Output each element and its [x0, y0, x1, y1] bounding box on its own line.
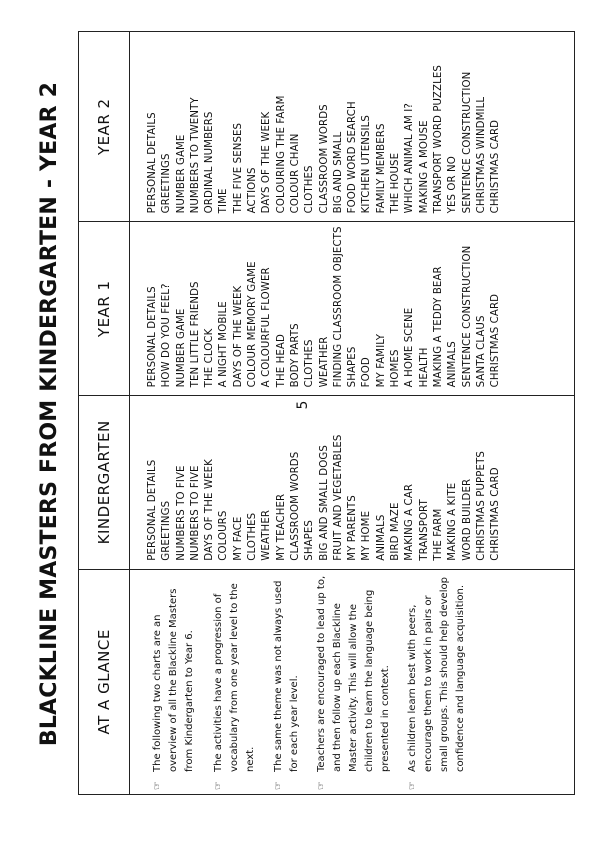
pointing-hand-icon: ☞ — [407, 781, 419, 790]
year1-item: MY FAMILY — [375, 333, 387, 388]
year2-list — [130, 32, 503, 221]
year2-item: TRANSPORT WORD PUZZLES — [432, 65, 444, 214]
year2-column — [130, 32, 574, 221]
kindergarten-column — [130, 395, 574, 568]
glance-note — [150, 576, 197, 790]
year2-item: CLASSROOM WORDS — [318, 104, 330, 214]
year2-item: NUMBER GAME — [175, 134, 187, 214]
year2-item: CHRISTMAS WINDMILL — [475, 96, 487, 214]
year1-item: BODY PARTS — [289, 323, 301, 388]
kindergarten-item: DAYS OF THE WEEK — [204, 459, 216, 561]
kindergarten-item: NUMBERS TO FIVE — [175, 465, 187, 561]
header-at-a-glance: AT A GLANCE — [79, 569, 129, 794]
year1-item: THE CLOCK — [204, 328, 216, 388]
kindergarten-list — [130, 396, 503, 568]
year1-item: HOMES — [390, 349, 402, 388]
kindergarten-item: TRANSPORT — [418, 499, 430, 561]
year2-item: ORDINAL NUMBERS — [204, 111, 216, 214]
header-year-1: YEAR 1 — [79, 222, 129, 396]
year2-item: SENTENCE CONSTRUCTION — [461, 71, 473, 214]
kindergarten-item: ANIMALS — [375, 514, 387, 561]
year2-item: COLOUR CHAIN — [289, 133, 301, 214]
year1-item: SHAPES — [347, 346, 359, 388]
glance-note-text: The activities have a progression of vocabulary from one year level to the next. — [213, 583, 256, 772]
year1-item: DAYS OF THE WEEK — [232, 285, 244, 388]
glance-note-text: As children learn best with peers, encourage them to work in pairs or small groups. This should help develop confidence and language acquisition. — [407, 577, 466, 772]
kindergarten-item: NUMBERS TO FIVE — [189, 465, 201, 561]
kindergarten-item: MY FACE — [232, 516, 244, 561]
pointing-hand-icon: ☞ — [272, 781, 284, 790]
year2-item: YES OR NO — [447, 156, 459, 214]
kindergarten-item: SHAPES — [304, 520, 316, 561]
year1-item: NUMBER GAME — [175, 308, 187, 388]
glance-note — [271, 576, 303, 790]
year2-item: THE HOUSE — [390, 152, 402, 214]
glance-note — [211, 576, 258, 790]
pointing-hand-icon: ☞ — [152, 781, 163, 790]
kindergarten-item: CLOTHES — [247, 512, 259, 561]
kindergarten-item: BIRD MAZE — [390, 502, 402, 561]
year2-item: NUMBERS TO TWENTY — [189, 97, 201, 214]
kindergarten-item: BIG AND SMALL DOGS — [318, 445, 330, 561]
year1-column — [130, 221, 574, 395]
year1-list — [130, 222, 503, 395]
year2-item: BIG AND SMALL — [332, 131, 344, 214]
kindergarten-item: THE FARM — [432, 508, 444, 561]
year1-item: MAKING A TEDDY BEAR — [432, 266, 444, 388]
year1-item: A COLOURFUL FLOWER — [261, 267, 273, 388]
year2-item: MAKING A MOUSE — [418, 120, 430, 214]
glance-note-text: The same theme was not always used for each year level. — [272, 580, 300, 772]
year1-item: A HOME SCENE — [404, 307, 416, 388]
year1-item: HEALTH — [418, 347, 430, 388]
kindergarten-item: MY TEACHER — [275, 493, 287, 561]
header-year-2: YEAR 2 — [95, 98, 113, 156]
kindergarten-item: GREETINGS — [161, 500, 173, 561]
year2-item: FAMILY MEMBERS — [375, 123, 387, 214]
year2-item: PERSONAL DETAILS — [147, 112, 158, 214]
year1-item: FINDING CLASSROOM OBJECTS — [332, 226, 344, 388]
page-title: BLACKLINE MASTERS FROM KINDERGARTEN - YEAR 2 — [37, 81, 62, 747]
year2-item: FOOD WORD SEARCH — [347, 101, 359, 214]
year1-item: TEN LITTLE FRIENDS — [189, 281, 201, 388]
header-kindergarten: KINDERGARTEN — [79, 395, 129, 569]
kindergarten-item: MY HOME — [361, 510, 373, 561]
kindergarten-item: CLASSROOM WORDS — [289, 451, 301, 561]
year2-item: CLOTHES — [304, 165, 316, 214]
overview-table — [78, 31, 575, 795]
pointing-hand-icon: ☞ — [316, 781, 328, 790]
glance-note — [405, 576, 468, 790]
year2-item: TIME — [218, 188, 230, 214]
year2-item: WHICH ANIMAL AM I? — [404, 103, 416, 214]
year2-item: THE FIVE SENSES — [232, 122, 244, 214]
year1-item: THE HEAD — [275, 334, 287, 388]
page-number: 5 — [295, 400, 311, 410]
year1-item: FOOD — [361, 357, 373, 388]
kindergarten-item: MAKING A CAR — [404, 483, 416, 561]
year2-item: GREETINGS — [161, 153, 173, 214]
year1-item: COLOUR MEMORY GAME — [247, 261, 259, 388]
kindergarten-item: MY PARENTS — [347, 495, 359, 561]
year2-item: DAYS OF THE WEEK — [261, 111, 273, 214]
year2-item: CHRISTMAS CARD — [490, 119, 502, 214]
year1-item: HOW DO YOU FEEL? — [161, 283, 173, 388]
kindergarten-item: PERSONAL DETAILS — [147, 459, 158, 561]
year2-item: KITCHEN UTENSILS — [361, 115, 373, 214]
year1-item: ANIMALS — [447, 341, 459, 388]
kindergarten-item: COLOURS — [218, 510, 230, 561]
year1-item: A NIGHT MOBILE — [218, 301, 230, 388]
at-a-glance-notes — [130, 569, 574, 794]
year2-item: COLOURING THE FARM — [275, 95, 287, 214]
year2-item: ACTIONS — [247, 167, 259, 214]
kindergarten-item: FRUIT AND VEGETABLES — [332, 434, 344, 561]
glance-note-text: The following two charts are an overview of all the Blackline Masters from Kindergarten to Year 6. — [152, 588, 195, 772]
kindergarten-item: CHRISTMAS PUPPETS — [475, 451, 487, 561]
table-header-row — [79, 32, 130, 794]
year1-item: WEATHER — [318, 336, 330, 388]
kindergarten-item: MAKING A KITE — [447, 482, 459, 561]
pointing-hand-icon: ☞ — [213, 781, 225, 790]
glance-note — [314, 576, 393, 790]
kindergarten-item: WORD BUILDER — [461, 478, 473, 561]
year1-item: SANTA CLAUS — [475, 315, 487, 388]
table-body — [130, 32, 574, 794]
glance-note-text: Teachers are encouraged to lead up to, and then follow up each Blackline Master activity. This will allow the children to learn the language being presented in context. — [316, 575, 391, 772]
year1-item: PERSONAL DETAILS — [147, 286, 158, 388]
year1-item: CLOTHES — [304, 339, 316, 388]
kindergarten-item: CHRISTMAS CARD — [490, 467, 502, 561]
year1-item: CHRISTMAS CARD — [490, 293, 502, 388]
kindergarten-item: WEATHER — [261, 509, 273, 561]
year1-item: SENTENCE CONSTRUCTION — [461, 245, 473, 388]
